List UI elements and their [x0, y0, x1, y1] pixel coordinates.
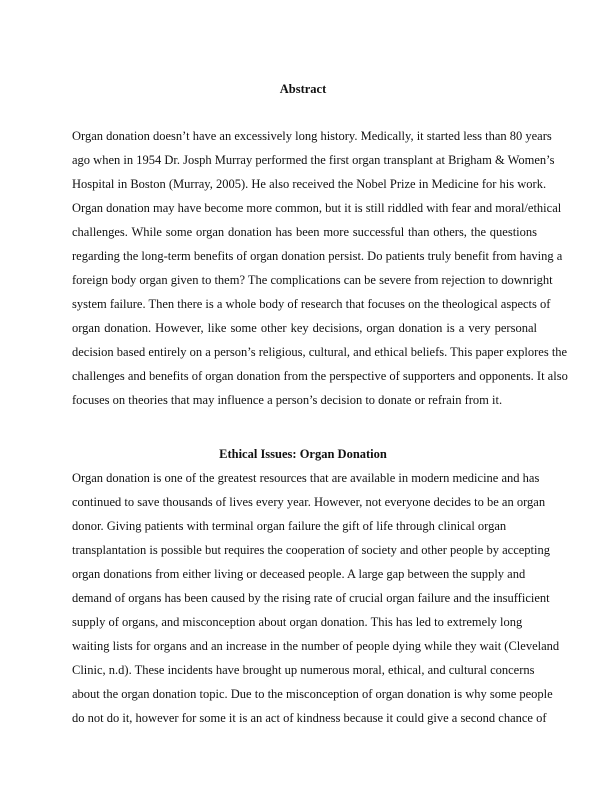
section-line: organ donations from either living or deceased people. A large gap between the supply and: [72, 567, 526, 581]
abstract-line: challenges and benefits of organ donation from the perspective of supporters and opponents. It also: [72, 369, 568, 383]
abstract-heading: Abstract: [279, 82, 327, 96]
abstract-line: focuses on theories that may influence a person’s decision to donate or refrain from it.: [72, 393, 503, 407]
abstract-line: system failure. Then there is a whole body of research that focuses on the theological aspects of: [72, 297, 551, 311]
abstract-line: ago when in 1954 Dr. Josph Murray performed the first organ transplant at Brigham & Women’s: [72, 153, 555, 167]
section-line: supply of organs, and misconception about organ donation. This has led to extremely long: [72, 615, 523, 629]
section-line: do not do it, however for some it is an act of kindness because it could give a second chance of: [72, 711, 547, 725]
section-line: transplantation is possible but requires the cooperation of society and other people by accepting: [72, 543, 550, 557]
section-line: demand of organs has been caused by the rising rate of crucial organ failure and the insufficient: [72, 591, 550, 605]
abstract-line: Hospital in Boston (Murray, 2005). He also received the Nobel Prize in Medicine for his work.: [72, 177, 547, 191]
abstract-line: foreign body organ given to them? The complications can be severe from rejection to downright: [72, 273, 553, 287]
abstract-line: decision based entirely on a person’s religious, cultural, and ethical beliefs. This paper explores the: [72, 345, 568, 359]
section-line: continued to save thousands of lives every year. However, not everyone decides to be an organ: [72, 495, 546, 509]
section-line: donor. Giving patients with terminal organ failure the gift of life through clinical organ: [72, 519, 507, 533]
section-line: Organ donation is one of the greatest resources that are available in modern medicine and has: [72, 471, 540, 485]
section-line: Clinic, n.d). These incidents have brought up numerous moral, ethical, and cultural concerns: [72, 663, 535, 677]
section-heading: Ethical Issues: Organ Donation: [219, 447, 387, 461]
abstract-line: regarding the long-term benefits of organ donation persist. Do patients truly benefit from having a: [72, 249, 563, 263]
abstract-line: organ donation. However, like some other key decisions, organ donation is a very personal: [72, 321, 537, 335]
section-line: about the organ donation topic. Due to the misconception of organ donation is why some people: [72, 687, 553, 701]
abstract-line: Organ donation doesn’t have an excessively long history. Medically, it started less than 80 years: [72, 129, 552, 143]
abstract-line: challenges. While some organ donation has been more successful than others, the questions: [72, 225, 537, 239]
abstract-line: Organ donation may have become more common, but it is still riddled with fear and moral/ethical: [72, 201, 562, 215]
section-line: waiting lists for organs and an increase in the number of people dying while they wait (Cleveland: [72, 639, 560, 653]
